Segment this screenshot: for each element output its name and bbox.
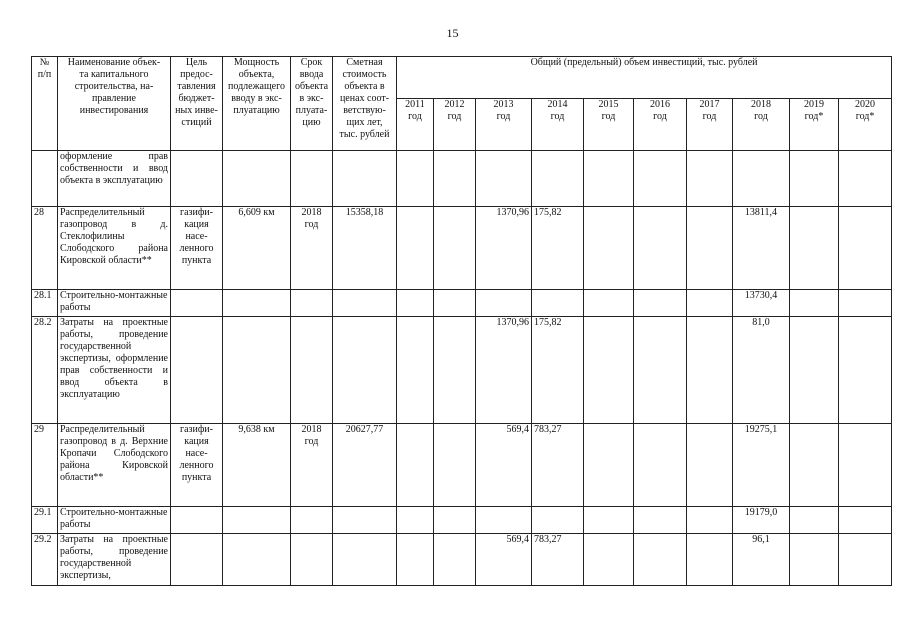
header-year: 2018 год	[733, 99, 790, 151]
row-2014: 175,82	[532, 207, 584, 290]
row-name: Затраты на проектные работы, проведение государственной экспертизы, оформление прав собственности и ввод объекта в эксплуатацию	[58, 317, 171, 424]
row-name: оформление прав собственности и ввод объекта в эксплуатацию	[58, 151, 171, 207]
row-capacity	[223, 151, 291, 207]
table-row	[32, 534, 892, 586]
header-term: Срок ввода объекта в экс- плуата- цию	[291, 57, 333, 151]
header-year: 2017 год	[687, 99, 733, 151]
row-2013	[476, 290, 532, 317]
header-year: 2020 год*	[839, 99, 892, 151]
header-capacity: Мощность объекта, подлежащего вводу в экс- плуатацию	[223, 57, 291, 151]
row-number: 29.1	[32, 507, 58, 534]
row-2018: 13811,4	[733, 207, 790, 290]
row-term: 2018 год	[291, 424, 333, 507]
table-row	[32, 507, 892, 534]
table-row	[32, 424, 892, 507]
table-header-row	[32, 57, 892, 99]
row-2018: 96,1	[733, 534, 790, 586]
row-2014: 175,82	[532, 317, 584, 424]
row-capacity: 6,609 км	[223, 207, 291, 290]
header-total-investment: Общий (предельный) объем инвестиций, тыс. рублей	[397, 57, 892, 99]
row-2013: 569,4	[476, 534, 532, 586]
row-cost	[333, 151, 397, 207]
table-row	[32, 317, 892, 424]
row-name: Строительно-монтажные работы	[58, 507, 171, 534]
row-2018	[733, 151, 790, 207]
header-purpose: Цель предос- тавления бюджет- ных инве- стиций	[171, 57, 223, 151]
row-number: 29.2	[32, 534, 58, 586]
table-row	[32, 290, 892, 317]
row-purpose: газифи- кация насе- ленного пункта	[171, 424, 223, 507]
row-2013: 1370,96	[476, 207, 532, 290]
row-term	[291, 151, 333, 207]
header-year: 2016 год	[634, 99, 687, 151]
row-2014: 783,27	[532, 534, 584, 586]
header-cost: Сметная стоимость объекта в ценах соот- ветствую- щих лет, тыс. рублей	[333, 57, 397, 151]
header-name: Наименование объек- та капитального строительства, на- правление инвестирования	[58, 57, 171, 151]
table-row	[32, 151, 892, 207]
header-year: 2019 год*	[790, 99, 839, 151]
header-year: 2011 год	[397, 99, 434, 151]
row-capacity: 9,638 км	[223, 424, 291, 507]
header-year: 2012 год	[434, 99, 476, 151]
row-number: 29	[32, 424, 58, 507]
row-2013: 569,4	[476, 424, 532, 507]
row-number: 28.2	[32, 317, 58, 424]
header-year: 2015 год	[584, 99, 634, 151]
row-2018: 19179,0	[733, 507, 790, 534]
row-name: Распределительный газопровод в д. Стеклофилины Слободского района Кировской области**	[58, 207, 171, 290]
investment-table	[31, 56, 892, 586]
header-year: 2014 год	[532, 99, 584, 151]
row-2018: 13730,4	[733, 290, 790, 317]
header-year: 2013 год	[476, 99, 532, 151]
row-name: Распределительный газопровод в д. Верхние Кропачи Слободского района Кировской области**	[58, 424, 171, 507]
row-2018: 81,0	[733, 317, 790, 424]
row-2014	[532, 507, 584, 534]
row-2014	[532, 151, 584, 207]
table-row	[32, 207, 892, 290]
row-2014	[532, 290, 584, 317]
row-2014: 783,27	[532, 424, 584, 507]
row-name: Затраты на проектные работы, проведение государственной экспертизы,	[58, 534, 171, 586]
row-number	[32, 151, 58, 207]
row-number: 28	[32, 207, 58, 290]
row-number: 28.1	[32, 290, 58, 317]
row-purpose	[171, 151, 223, 207]
header-no: № п/п	[32, 57, 58, 151]
row-2013	[476, 507, 532, 534]
row-term: 2018 год	[291, 207, 333, 290]
row-cost: 15358,18	[333, 207, 397, 290]
row-purpose: газифи- кация насе- ленного пункта	[171, 207, 223, 290]
row-2013: 1370,96	[476, 317, 532, 424]
row-cost: 20627,77	[333, 424, 397, 507]
page-number: 15	[446, 26, 459, 40]
row-2013	[476, 151, 532, 207]
row-2018: 19275,1	[733, 424, 790, 507]
row-name: Строительно-монтажные работы	[58, 290, 171, 317]
